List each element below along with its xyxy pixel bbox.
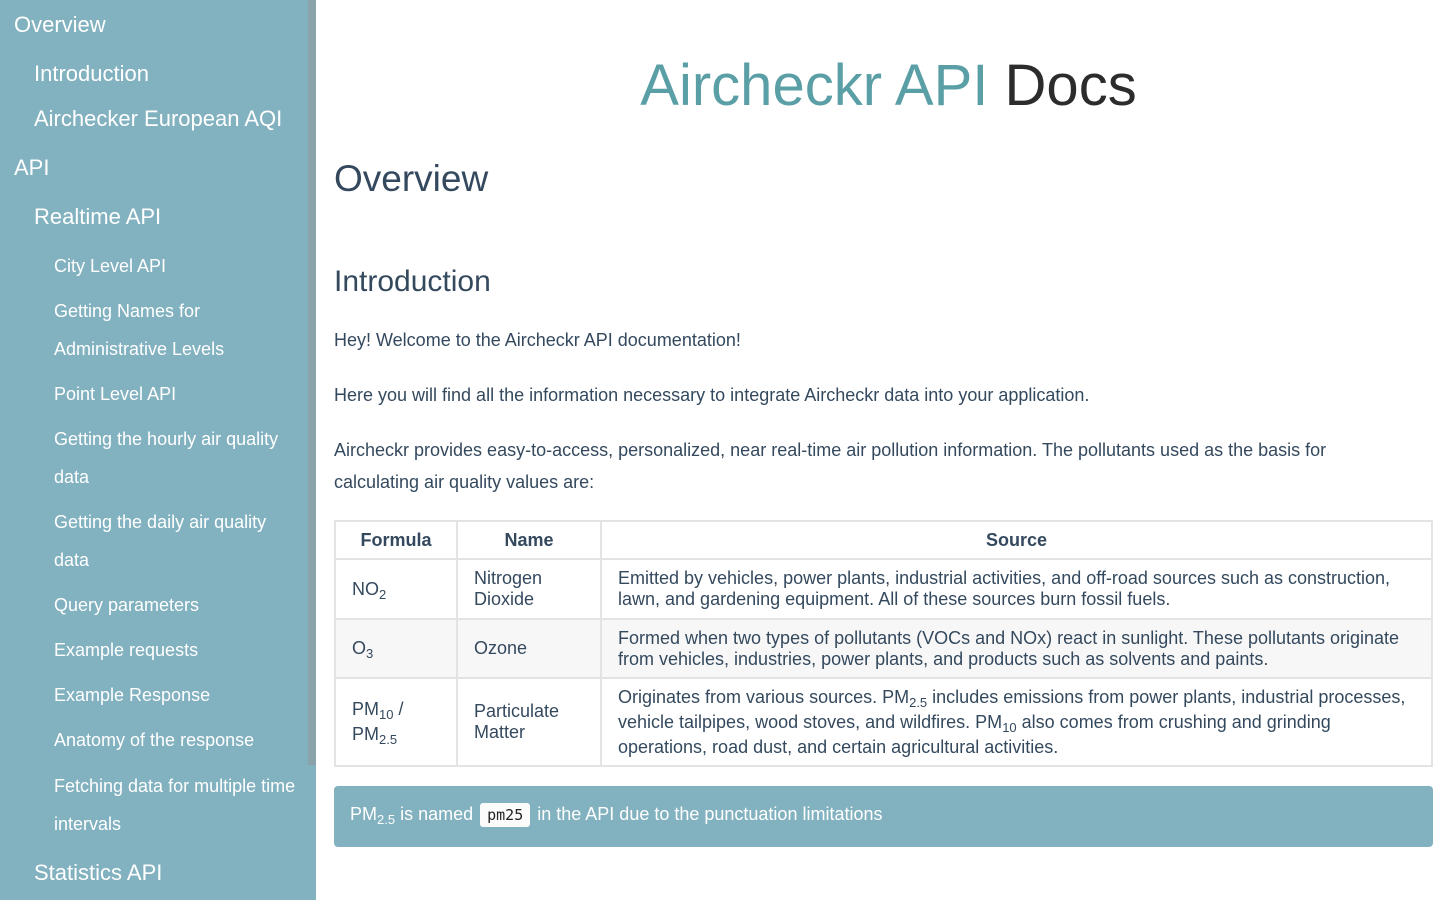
formula-cell: $NO_2$: [335, 559, 457, 619]
nav-getting-names[interactable]: Getting Names for: [54, 301, 201, 321]
name-cell: Nitrogen Dioxide: [457, 559, 601, 619]
nav-daily-data[interactable]: Getting the daily air quality: [54, 512, 267, 532]
nav-daily-data-2[interactable]: data: [54, 550, 90, 570]
formula-cell: $O_3$: [335, 619, 457, 678]
intro-paragraph-1: Hey! Welcome to the Aircheckr API documentation!: [334, 330, 741, 350]
nav-hourly-data[interactable]: Getting the hourly air quality: [54, 429, 279, 449]
nav-introduction[interactable]: Introduction: [34, 61, 149, 86]
page-title: [334, 52, 1433, 119]
nav-getting-names-2[interactable]: Administrative Levels: [54, 339, 225, 359]
nav-anatomy-response[interactable]: Anatomy of the response: [54, 730, 255, 750]
source-cell: Formed when two types of pollutants (VOCs and NOx) react in sunlight. These pollutants originate from vehicles, industries, power plants, and products such as solvents and paints.: [601, 619, 1432, 678]
nav-example-requests[interactable]: Example requests: [54, 640, 199, 660]
nav-query-parameters[interactable]: Query parameters: [54, 595, 200, 615]
intro-paragraph-2: Here you will find all the information necessary to integrate Aircheckr data into your application.: [334, 385, 1090, 405]
sidebar-scrollbar[interactable]: [308, 0, 316, 765]
nav-multiple-time[interactable]: Fetching data for multiple time: [54, 776, 296, 796]
nav-hourly-data-2[interactable]: data: [54, 467, 90, 487]
nav-example-response[interactable]: Example Response: [54, 685, 211, 705]
nav-point-level-api[interactable]: Point Level API: [54, 384, 177, 404]
source-cell: Originates from various sources. $PM_{2.5}$ includes emissions from power plants, industrial processes, vehicle tailpipes, wood stoves, and wildfires. $PM_{10}$ also comes from crushing and grinding operations, road dust, and certain agricultural activities.: [601, 678, 1432, 766]
nav-multiple-time-2[interactable]: intervals: [54, 814, 122, 834]
source-cell: Emitted by vehicles, power plants, industrial activities, and off-road sources such as construction, lawn, and gardening equipment. All of these sources burn fossil fuels.: [601, 559, 1432, 619]
nav-city-level-api[interactable]: City Level API: [54, 256, 167, 276]
header-source: Source: [601, 521, 1432, 559]
intro-paragraph-3: Aircheckr provides easy-to-access, personalized, near real-time air pollution information. The pollutants used as the basis for calculating air quality values are:: [334, 440, 1327, 492]
nav-statistics-api[interactable]: Statistics API: [34, 860, 163, 885]
pollutants-table: [334, 520, 1433, 767]
title-brand: Aircheckr API: [640, 53, 989, 118]
introduction-heading: Introduction: [334, 265, 491, 298]
table-row: [335, 559, 1432, 619]
name-cell: Particulate Matter: [457, 678, 601, 766]
table-row: [335, 678, 1432, 766]
header-formula: Formula: [335, 521, 457, 559]
nav-european-aqi[interactable]: Airchecker European AQI: [34, 106, 283, 131]
nav-overview[interactable]: Overview: [14, 12, 106, 37]
title-rest: Docs: [1004, 53, 1137, 118]
name-cell: Ozone: [457, 619, 601, 678]
overview-heading: Overview: [334, 158, 489, 199]
code-pm25: pm25: [480, 803, 530, 827]
formula-cell: $PM_{10}$ / $PM_{2.5}$: [335, 678, 457, 766]
header-name: Name: [457, 521, 601, 559]
sidebar: [0, 0, 316, 900]
nav-api[interactable]: API: [14, 155, 50, 180]
nav-realtime-api[interactable]: Realtime API: [34, 204, 162, 229]
table-row: [335, 619, 1432, 678]
info-note: $PM_{2.5}$ is named pm25 in the API due to the punctuation limitations: [334, 786, 1433, 847]
